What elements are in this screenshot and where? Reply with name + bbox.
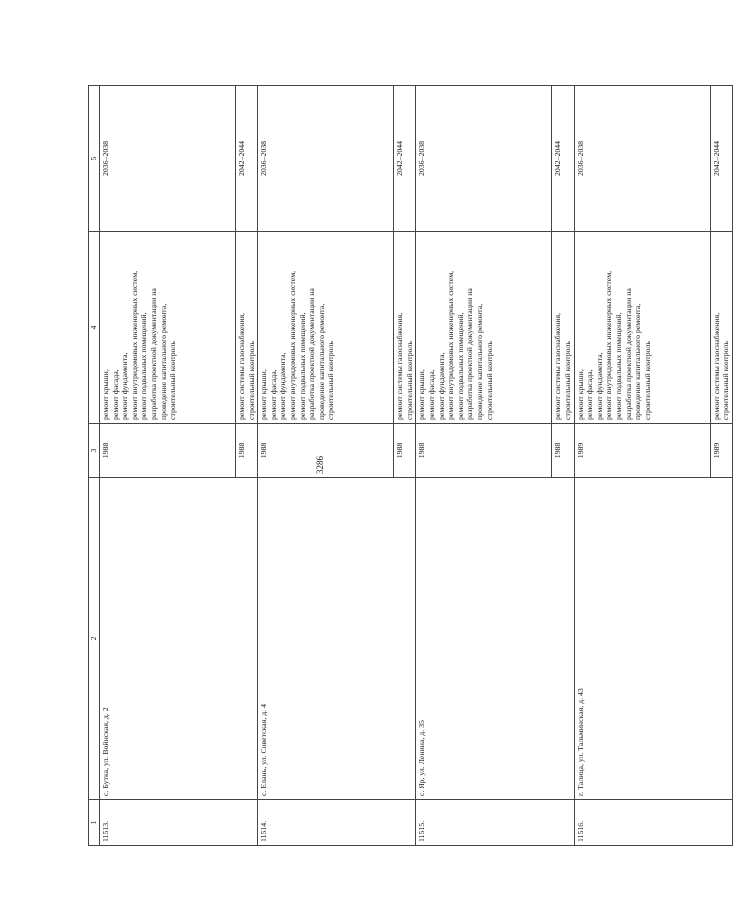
work-item: ремонт фундамента, <box>120 352 130 420</box>
header-row <box>89 86 100 846</box>
work-item: строительный контроль <box>562 341 572 420</box>
work-item: ремонт крыши, <box>259 369 269 420</box>
period-cell: 2042–2044 <box>236 86 258 232</box>
work-item: ремонт внутридомовых инженерных систем, <box>446 270 456 420</box>
page-number: 3286 <box>315 456 325 474</box>
work-item: ремонт подвальных помещений, <box>297 312 307 420</box>
work-item: ремонт крыши, <box>575 369 585 420</box>
work-item: строительный контроль <box>246 341 256 420</box>
period-cell: 2042–2044 <box>552 86 574 232</box>
work-item: ремонт фундамента, <box>278 352 288 420</box>
rotated-table-container <box>88 86 731 846</box>
work-item: ремонт системы газоснабжения, <box>395 312 405 420</box>
year-cell: 1988 <box>394 424 416 478</box>
work-item: разработка проектной документации на <box>623 288 633 420</box>
work-item: ремонт фасада, <box>585 369 595 420</box>
period-cell: 2036–2038 <box>100 86 236 232</box>
works-cell <box>416 232 552 424</box>
work-item: строительный контроль <box>721 341 731 420</box>
works-cell <box>236 232 258 424</box>
work-item: ремонт системы газоснабжения, <box>711 312 721 420</box>
work-item: проведение капитального ремонта, <box>474 303 484 420</box>
work-item: ремонт системы газоснабжения, <box>553 312 563 420</box>
work-item: строительный контроль <box>642 341 652 420</box>
work-item: разработка проектной документации на <box>307 288 317 420</box>
year-cell: 1989 <box>574 424 710 478</box>
address-cell: с. Яр, ул. Ленина, д. 35 <box>416 478 574 800</box>
work-item: ремонт подвальных помещений, <box>139 312 149 420</box>
work-item: строительный контроль <box>484 341 494 420</box>
header-col-3: 3 <box>89 424 100 478</box>
work-item: ремонт фасада, <box>268 369 278 420</box>
work-item: проведение капитального ремонта, <box>633 303 643 420</box>
year-cell: 1988 <box>100 424 236 478</box>
work-item: разработка проектной документации на <box>465 288 475 420</box>
year-cell: 1988 <box>416 424 552 478</box>
period-cell: 2036–2038 <box>416 86 552 232</box>
year-cell: 1989 <box>710 424 732 478</box>
work-item: ремонт фасада, <box>426 369 436 420</box>
year-cell: 1988 <box>552 424 574 478</box>
capital-repair-table <box>88 85 733 846</box>
table-row <box>258 86 394 846</box>
works-cell <box>394 232 416 424</box>
work-item: ремонт внутридомовых инженерных систем, <box>129 270 139 420</box>
table-row <box>416 86 552 846</box>
works-cell <box>100 232 236 424</box>
table-row <box>100 86 236 846</box>
work-item: разработка проектной документации на <box>148 288 158 420</box>
works-cell <box>574 232 710 424</box>
row-number-cell: 11514. <box>258 800 416 846</box>
work-item: ремонт внутридомовых инженерных систем, <box>287 270 297 420</box>
address-cell: г. Талица, ул. Тальминская, д. 43 <box>574 478 732 800</box>
year-cell: 1988 <box>236 424 258 478</box>
period-cell: 2042–2044 <box>394 86 416 232</box>
work-item: проведение капитального ремонта, <box>158 303 168 420</box>
header-col-1: 1 <box>89 800 100 846</box>
work-item: ремонт крыши, <box>101 369 110 420</box>
work-item: ремонт фундамента, <box>594 352 604 420</box>
work-item: ремонт подвальных помещений, <box>455 312 465 420</box>
year-cell: 1988 <box>258 424 394 478</box>
work-item: проведение капитального ремонта, <box>316 303 326 420</box>
work-item: ремонт внутридомовых инженерных систем, <box>604 270 614 420</box>
row-number-cell: 11516. <box>574 800 732 846</box>
period-cell: 2036–2038 <box>258 86 394 232</box>
row-number-cell: 11513. <box>100 800 258 846</box>
work-item: ремонт фундамента, <box>436 352 446 420</box>
period-cell: 2036–2038 <box>574 86 710 232</box>
works-cell <box>552 232 574 424</box>
work-item: строительный контроль <box>168 341 178 420</box>
header-col-5: 5 <box>89 86 100 232</box>
work-item: строительный контроль <box>404 341 414 420</box>
work-item: ремонт крыши, <box>417 369 427 420</box>
period-cell: 2042–2044 <box>710 86 732 232</box>
works-cell <box>258 232 394 424</box>
work-item: ремонт фасада, <box>110 369 120 420</box>
works-cell <box>710 232 732 424</box>
work-item: ремонт системы газоснабжения, <box>237 312 246 420</box>
work-item: ремонт подвальных помещений, <box>613 312 623 420</box>
header-col-4: 4 <box>89 232 100 424</box>
address-cell: с. Бутка, ул. Войнская, д. 2 <box>100 478 258 800</box>
header-col-2: 2 <box>89 478 100 800</box>
address-cell: с. Елань, ул. Советская, д. 4 <box>258 478 416 800</box>
table-row <box>574 86 710 846</box>
work-item: строительный контроль <box>326 341 336 420</box>
row-number-cell: 11515. <box>416 800 574 846</box>
